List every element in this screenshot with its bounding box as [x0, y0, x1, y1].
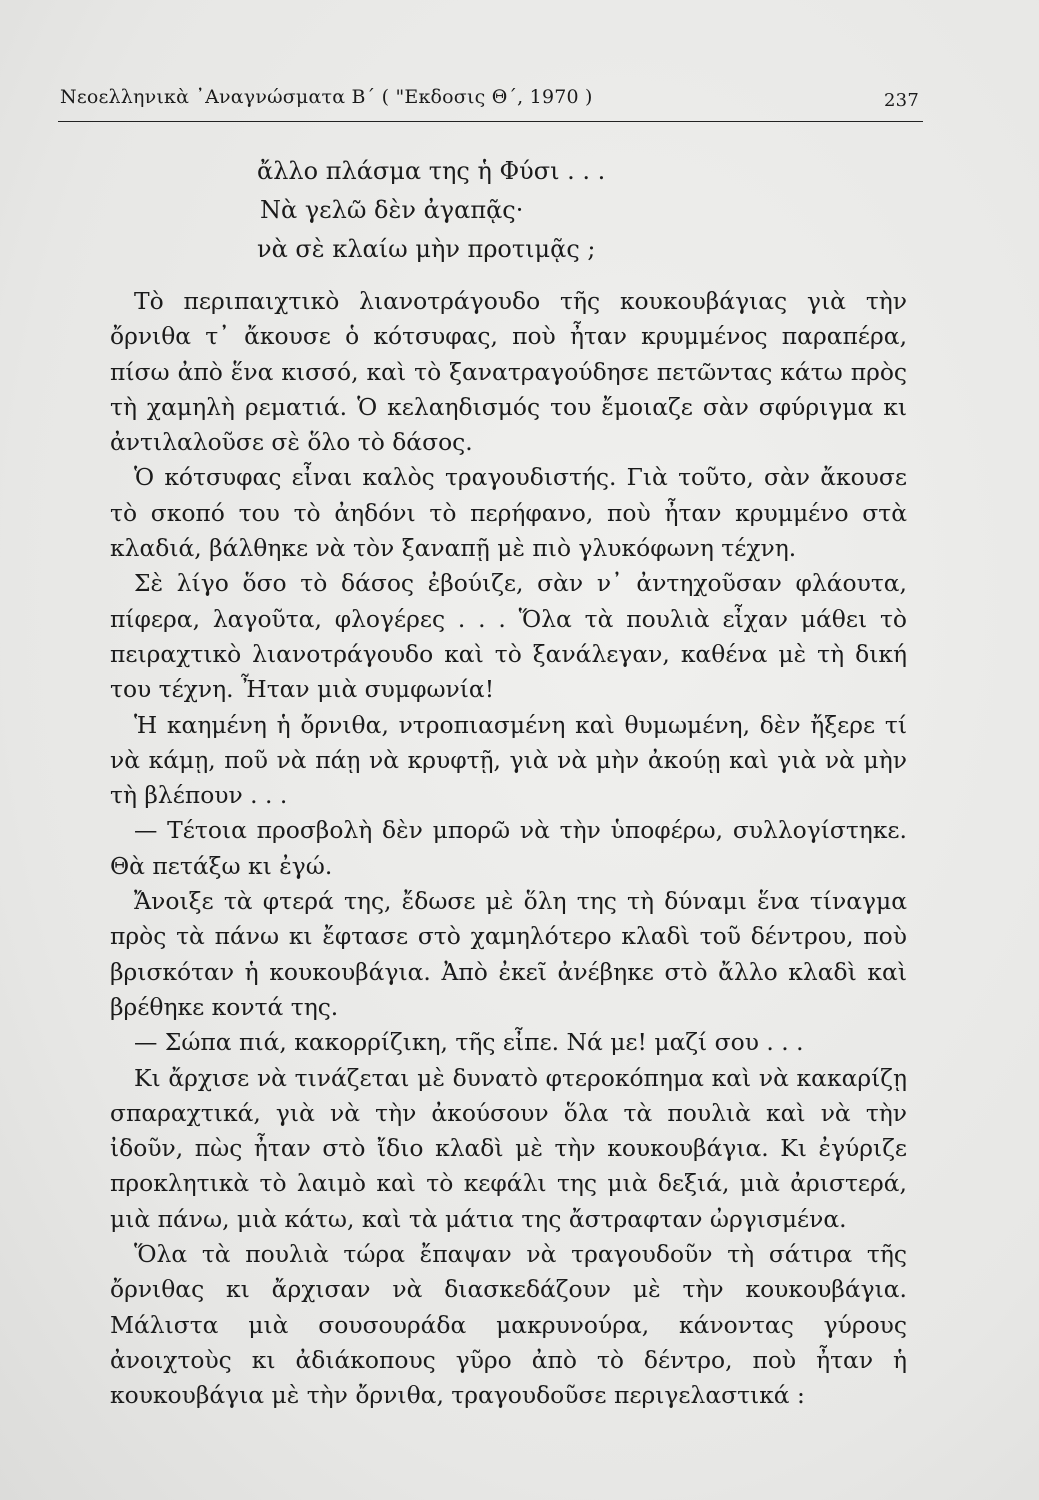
verse-line-2: Νὰ γελῶ δὲν ἀγαπᾷς· [260, 196, 524, 224]
paragraph-3: Σὲ λίγο ὅσο τὸ δάσος ἐβούιζε, σὰν ν᾿ ἀντηχοῦσαν φλάουτα, πίφερα, λαγοῦτα, φλογέρες . . . Ὅλα τὰ πουλιὰ εἶχαν μάθει τὸ πειραχτικὸ λιανοτράγουδο καὶ τὸ ξανάλεγαν, καθένα μὲ τὴ δική του τέχνη. Ἦταν μιὰ συμφωνία! [110, 569, 907, 704]
body-text [110, 284, 907, 1414]
paragraph-6: Κι ἄρχισε νὰ τινάζεται μὲ δυνατὸ φτεροκόπημα καὶ νὰ κακαρίζῃ σπαραχτικά, γιὰ νὰ τὴν ἀκούσουν ὅλα τὰ πουλιὰ καὶ νὰ τὴν ἰδοῦν, πὼς ἦταν στὸ ἴδιο κλαδὶ μὲ τὴν κουκουβάγια. Κι ἐγύριζε προκλητικὰ τὸ λαιμὸ καὶ τὸ κεφάλι της μιὰ δεξιά, μιὰ ἀριστερά, μιὰ πάνω, μιὰ κάτω, καὶ τὰ μάτια της ἄστραφταν ὠργισμένα. [110, 1063, 907, 1233]
page-number: 237 [884, 90, 919, 111]
dialog-line-2: — Σώπα πιά, κακορρίζικη, τῆς εἶπε. Νά με! μαζί σου . . . [134, 1028, 804, 1057]
dialog-line-1: — Τέτοια προσβολὴ δὲν μπορῶ νὰ τὴν ὑποφέρω, συλλογίστηκε. Θὰ πετάξω κι ἐγώ. [110, 816, 907, 880]
paragraph-7: Ὅλα τὰ πουλιὰ τώρα ἔπαψαν νὰ τραγουδοῦν τὴ σάτιρα τῆς ὄρνιθας κι ἄρχισαν νὰ διασκεδάζουν μὲ τὴν κουκουβάγια. Μάλιστα μιὰ σουσουράδα μακρυνούρα, κάνοντας γύρους ἀνοιχτοὺς κι ἀδιάκοπους γῦρο ἀπὸ τὸ δέντρο, ποὺ ἦταν ἡ κουκουβάγια μὲ τὴν ὄρνιθα, τραγουδοῦσε περιγελαστικά : [110, 1240, 907, 1410]
verse-line-3: νὰ σὲ κλαίω μὴν προτιμᾷς ; [257, 235, 596, 263]
header-title: Νεοελληνικὰ ᾿Αναγνώσματα Β΄ ( "Εκδοσις Θ΄, 1970 ) [60, 86, 593, 108]
verse-block [257, 152, 605, 269]
paragraph-2: Ὁ κότσυφας εἶναι καλὸς τραγουδιστής. Γιὰ τοῦτο, σὰν ἄκουσε τὸ σκοπό του τὸ ἀηδόνι τὸ περήφανο, ποὺ ἦταν κρυμμένο στὰ κλαδιά, βάλθηκε νὰ τὸν ξαναπῇ μὲ πιὸ γλυκόφωνη τέχνη. [110, 463, 907, 563]
paragraph-4: Ἡ καημένη ἡ ὄρνιθα, ντροπιασμένη καὶ θυμωμένη, δὲν ἤξερε τί νὰ κάμῃ, ποῦ νὰ πάῃ νὰ κρυφτῇ, γιὰ νὰ μὴν ἀκούῃ καὶ γιὰ νὰ μὴν τὴ βλέπουν . . . [110, 710, 907, 810]
running-header [60, 82, 919, 116]
verse-line-1: ἄλλο πλάσμα της ἡ Φύσι . . . [257, 157, 606, 185]
header-rule [58, 121, 923, 122]
paragraph-5: Ἄνοιξε τὰ φτερά της, ἔδωσε μὲ ὅλη της τὴ δύναμι ἕνα τίναγμα πρὸς τὰ πάνω κι ἔφτασε στὸ χαμηλότερο κλαδὶ τοῦ δέντρου, ποὺ βρισκόταν ἡ κουκουβάγια. Ἀπὸ ἐκεῖ ἀνέβηκε στὸ ἄλλο κλαδὶ καὶ βρέθηκε κοντά της. [110, 887, 907, 1021]
paragraph-1: Τὸ περιπαιχτικὸ λιανοτράγουδο τῆς κουκουβάγιας γιὰ τὴν ὄρνιθα τ᾿ ἄκουσε ὁ κότσυφας, ποὺ ἦταν κρυμμένος παραπέρα, πίσω ἀπὸ ἕνα κισσό, καὶ τὸ ξανατραγούδησε πετῶντας κάτω πρὸς τὴ χαμηλὴ ρεματιά. Ὁ κελαηδισμός του ἔμοιαζε σὰν σφύριγμα κι ἀντιλαλοῦσε σὲ ὅλο τὸ δάσος. [110, 287, 907, 457]
